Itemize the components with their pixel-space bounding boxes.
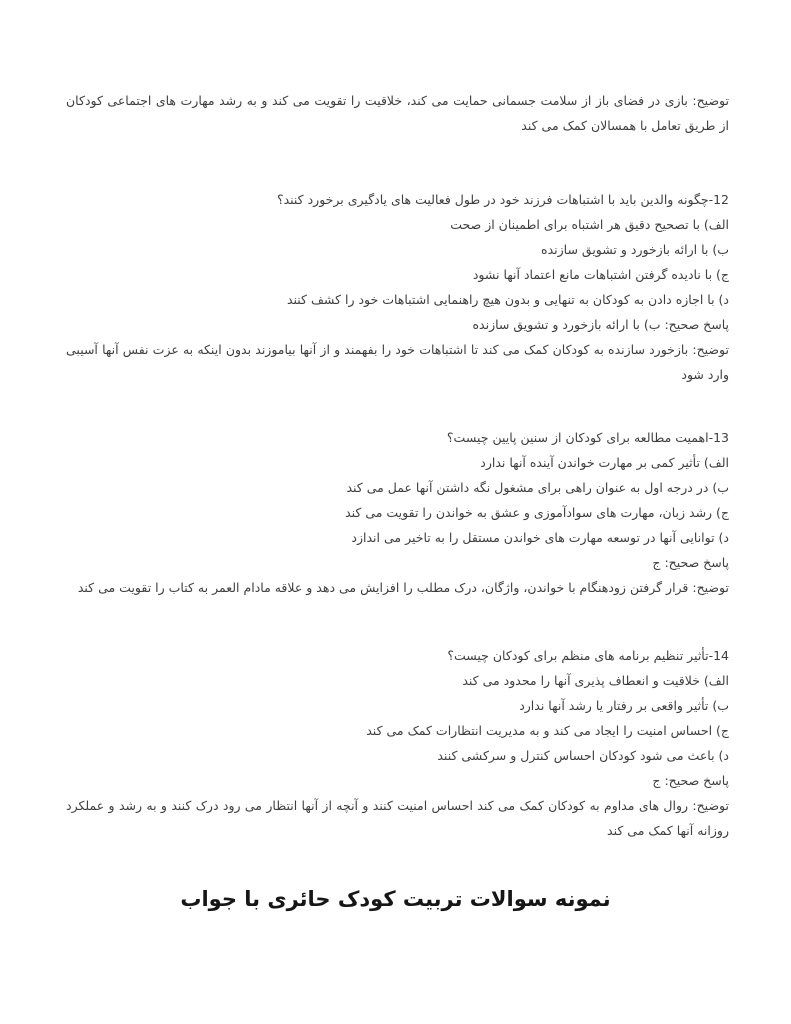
question-14-option-be: ب) تأثیر واقعی بر رفتار یا رشد آنها ندارد: [519, 698, 729, 713]
question-13-option-be: ب) در درجه اول به عنوان راهی برای مشغول نگه داشتن آنها عمل می کند: [346, 480, 729, 495]
question-14-option-dal: د) باعث می شود کودکان احساس کنترل و سرکشی کنند: [437, 748, 729, 763]
question-14-explanation: توضیح: روال های مداوم به کودکان کمک می کند احساس امنیت کنند و آنچه از آنها انتظار می رود درک کنند و به رشد و عملکرد روزانه آنها کمک می کند: [66, 798, 729, 838]
question-12-correct-answer: پاسخ صحیح: ب) با ارائه بازخورد و تشویق سازنده: [472, 317, 729, 332]
question-13-text: 13-اهمیت مطالعه برای کودکان از سنین پایین چیست؟: [446, 430, 729, 445]
question-13-block: [66, 425, 729, 600]
question-12-explanation: توضیح: بازخورد سازنده به کودکان کمک می کند تا اشتباهات خود را بفهمند و از آنها بیاموزند بدون اینکه به عزت نفس آنها آسیبی وارد شود: [66, 342, 729, 382]
question-14-correct-answer: پاسخ صحیح: ج: [652, 773, 729, 788]
question-12-text: 12-چگونه والدین باید با اشتباهات فرزند خود در طول فعالیت های یادگیری برخورد کنند؟: [276, 192, 729, 207]
intro-explanation-block: [66, 88, 729, 138]
question-13-correct-answer: پاسخ صحیح: ج: [652, 555, 729, 570]
question-12-option-alef: الف) با تصحیح دقیق هر اشتباه برای اطمینان از صحت: [450, 217, 729, 232]
question-12-block: [66, 187, 729, 387]
question-13-option-jim: ج) رشد زبان، مهارت های سوادآموزی و عشق به خواندن را تقویت می کند: [345, 505, 729, 520]
question-12-option-be: ب) با ارائه بازخورد و تشویق سازنده: [541, 242, 729, 257]
intro-explanation-text: توضیح: بازی در فضای باز از سلامت جسمانی حمایت می کند، خلاقیت را تقویت می کند و به رشد مهارت های اجتماعی کودکان از طریق تعامل با همسالان کمک می کند: [66, 93, 729, 133]
question-12-option-dal: د) با اجازه دادن به کودکان به تنهایی و بدون هیچ راهنمایی اشتباهات خود را کشف کنند: [286, 292, 729, 307]
question-12-option-jim: ج) با نادیده گرفتن اشتباهات مانع اعتماد آنها نشود: [472, 267, 729, 282]
question-13-option-alef: الف) تأثیر کمی بر مهارت خواندن آینده آنها ندارد: [480, 455, 729, 470]
section-heading: نمونه سوالات تربیت کودک حائری با جواب: [180, 887, 611, 911]
footer-heading-block: [0, 884, 791, 914]
question-13-explanation: توضیح: قرار گرفتن زودهنگام با خواندن، واژگان، درک مطلب را افزایش می دهد و علاقه مادام العمر به کتاب را تقویت می کند: [77, 580, 729, 595]
question-14-text: 14-تأثیر تنظیم برنامه های منظم برای کودکان چیست؟: [447, 648, 729, 663]
question-13-option-dal: د) توانایی آنها در توسعه مهارت های خواندن مستقل را به تاخیر می اندازد: [351, 530, 729, 545]
question-14-option-jim: ج) احساس امنیت را ایجاد می کند و به مدیریت انتظارات کمک می کند: [366, 723, 729, 738]
question-14-block: [66, 643, 729, 843]
question-14-option-alef: الف) خلاقیت و انعطاف پذیری آنها را محدود می کند: [462, 673, 729, 688]
